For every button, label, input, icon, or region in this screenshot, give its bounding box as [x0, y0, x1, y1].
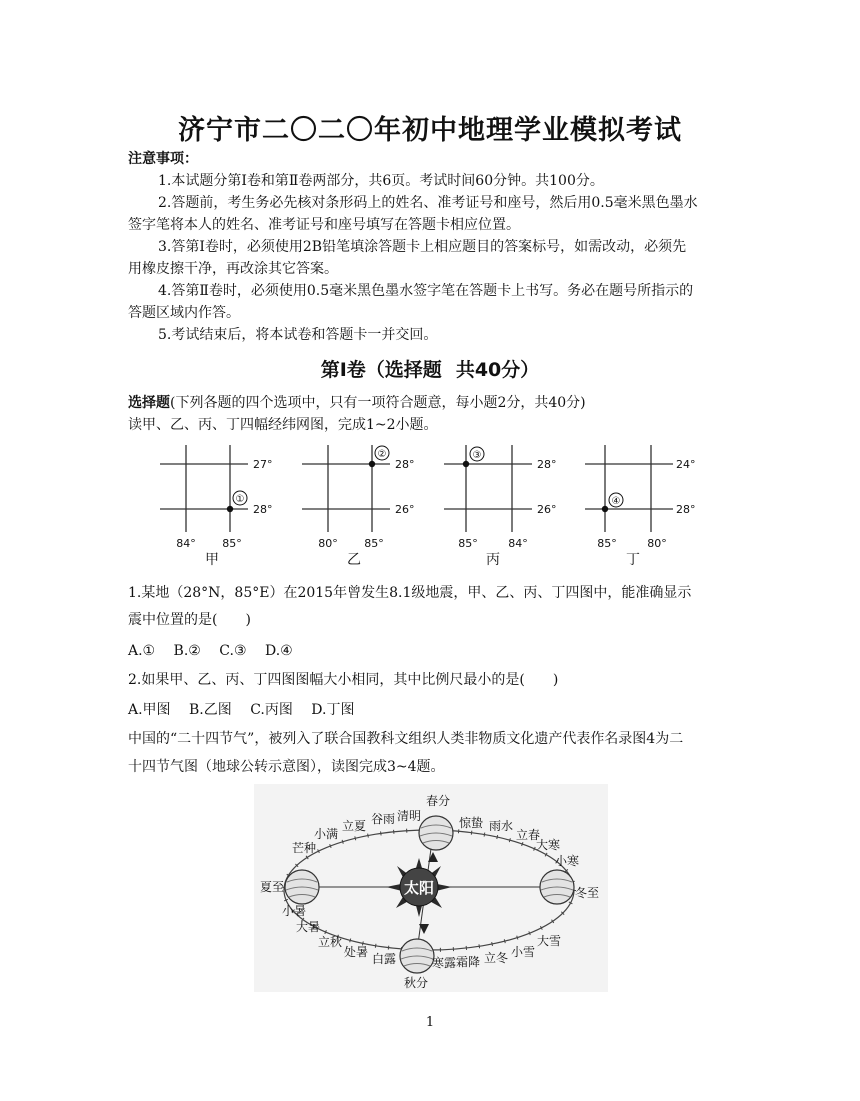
- grid-name: 丁: [626, 552, 640, 568]
- location-dot: [463, 461, 469, 467]
- grid-lon-right: 85°: [364, 537, 384, 550]
- term-qingming: 清明: [397, 809, 422, 823]
- grid-name: 乙: [347, 552, 361, 568]
- notice-item-2-line-1: 2.答题前，考生务必先核对条形码上的姓名、准考证号和座号，然后用0.5毫米黑色墨水: [158, 195, 698, 211]
- choice-instruction-line: [128, 392, 586, 414]
- notice-item-4-line-2: 答题区域内作答。: [128, 305, 240, 321]
- solar-terms-diagram: [254, 784, 608, 992]
- section-heading-part-2: 共40分）: [455, 359, 540, 381]
- notice-item-3-line-1: 3.答第Ⅰ卷时，必须使用2B铅笔填涂答题卡上相应题目的答案标号，如需改动，必须先: [158, 239, 687, 255]
- term-jingzhe: 惊蛰: [459, 816, 484, 830]
- term-lidong: 立冬: [484, 951, 509, 965]
- q2-options: A.甲图 B.乙图 C.丙图 D.丁图: [128, 702, 355, 718]
- grid-lon-right: 85°: [222, 537, 242, 550]
- term-bailu: 白露: [372, 952, 397, 966]
- grid-ding: [585, 445, 696, 568]
- grid-lat-bottom: 28°: [676, 503, 696, 516]
- term-xiaohan: 小寒: [555, 854, 580, 868]
- grid-lat-bottom: 26°: [537, 503, 557, 516]
- grid-lat-top: 27°: [253, 458, 273, 471]
- term-xiaoshu: 小暑: [282, 904, 307, 918]
- grid-lon-left: 84°: [176, 537, 196, 550]
- term-chunfen: 春分: [426, 794, 451, 808]
- notice-item-4-line-1: 4.答第Ⅱ卷时，必须使用0.5毫米黑色墨水签字笔在答题卡上书写。务必在题号所指示的: [158, 283, 694, 299]
- q1-line-2: 震中位置的是( ): [128, 612, 251, 628]
- term-dashu: 大暑: [296, 920, 321, 934]
- term-lixia: 立夏: [342, 819, 367, 833]
- grid-lat-bottom: 26°: [395, 503, 415, 516]
- section-heading-part-1: 第Ⅰ卷（选择题: [320, 359, 442, 381]
- grids-intro: 读甲、乙、丙、丁四幅经纬网图，完成1~2小题。: [128, 417, 438, 433]
- grid-marker: ③: [472, 450, 482, 461]
- term-lichun: 立春: [516, 828, 541, 842]
- notice-item-5: 5.考试结束后，将本试卷和答题卡一并交回。: [158, 327, 438, 343]
- term-yushui: 雨水: [489, 819, 514, 833]
- choice-label: 选择题: [128, 395, 170, 411]
- grid-name: 甲: [205, 552, 219, 568]
- grid-bing: [444, 445, 557, 568]
- notice-item-2-line-2: 签字笔将本人的姓名、准考证号和座号填写在答题卡相应位置。: [128, 217, 520, 233]
- grid-lon-left: 85°: [597, 537, 617, 550]
- grid-lat-bottom: 28°: [253, 503, 273, 516]
- grid-marker: ①: [235, 494, 245, 505]
- section-heading: [0, 355, 860, 382]
- grid-lon-left: 85°: [458, 537, 478, 550]
- grid-lon-right: 80°: [647, 537, 667, 550]
- q2-line-1: 2.如果甲、乙、丙、丁四图图幅大小相同，其中比例尺最小的是( ): [128, 672, 559, 688]
- term-dahan: 大寒: [536, 838, 561, 852]
- grid-lat-top: 28°: [395, 458, 415, 471]
- term-chushu: 处暑: [344, 945, 369, 959]
- notice-item-3-line-2: 用橡皮擦干净，再改涂其它答案。: [128, 261, 338, 277]
- term-qiufen: 秋分: [404, 976, 429, 990]
- term-guyu: 谷雨: [371, 812, 396, 826]
- lat-long-grids: [0, 440, 860, 575]
- location-dot: [602, 506, 608, 512]
- term-xiaoxue: 小雪: [511, 945, 536, 959]
- grid-yi: [302, 445, 415, 568]
- grid-name: 丙: [486, 552, 500, 568]
- q1-line-1: 1.某地（28°N，85°E）在2015年曾发生8.1级地震，甲、乙、丙、丁四图中，能准确显示: [128, 585, 692, 601]
- grid-lat-top: 28°: [537, 458, 557, 471]
- grid-lon-left: 80°: [318, 537, 338, 550]
- page-number: 1: [425, 1015, 435, 1030]
- q34-line-1: 中国的“二十四节气”，被列入了联合国教科文组织人类非物质文化遗产代表作名录图4为二: [128, 731, 684, 747]
- grid-jia: [160, 445, 273, 568]
- location-dot: [227, 506, 233, 512]
- grid-marker: ②: [377, 449, 387, 460]
- notice-heading: 注意事项：: [128, 151, 198, 167]
- term-xiaoman: 小满: [314, 827, 339, 841]
- sun-label: 太阳: [403, 879, 435, 897]
- exam-title: 济宁市二〇二〇年初中地理学业模拟考试: [178, 115, 682, 146]
- grid-lon-right: 84°: [508, 537, 528, 550]
- term-dongzhi: 冬至: [575, 886, 600, 900]
- q1-options: A.① B.② C.③ D.④: [128, 643, 293, 659]
- grid-marker: ④: [611, 496, 621, 507]
- term-hanlu: 寒露: [432, 956, 457, 970]
- term-mangzhong: 芒种: [292, 841, 317, 855]
- term-xiazhi: 夏至: [260, 880, 285, 894]
- term-daxue: 大雪: [537, 934, 562, 948]
- notice-item-1: 1.本试题分第Ⅰ卷和第Ⅱ卷两部分，共6页。考试时间60分钟。共100分。: [158, 173, 604, 189]
- grid-lat-top: 24°: [676, 458, 696, 471]
- location-dot: [369, 461, 375, 467]
- choice-instruction: (下列各题的四个选项中，只有一项符合题意，每小题2分，共40分): [170, 395, 586, 411]
- term-shuangjiang: 霜降: [456, 955, 481, 969]
- q34-line-2: 十四节气图（地球公转示意图），读图完成3~4题。: [128, 759, 445, 775]
- term-liqiu: 立秋: [318, 935, 343, 949]
